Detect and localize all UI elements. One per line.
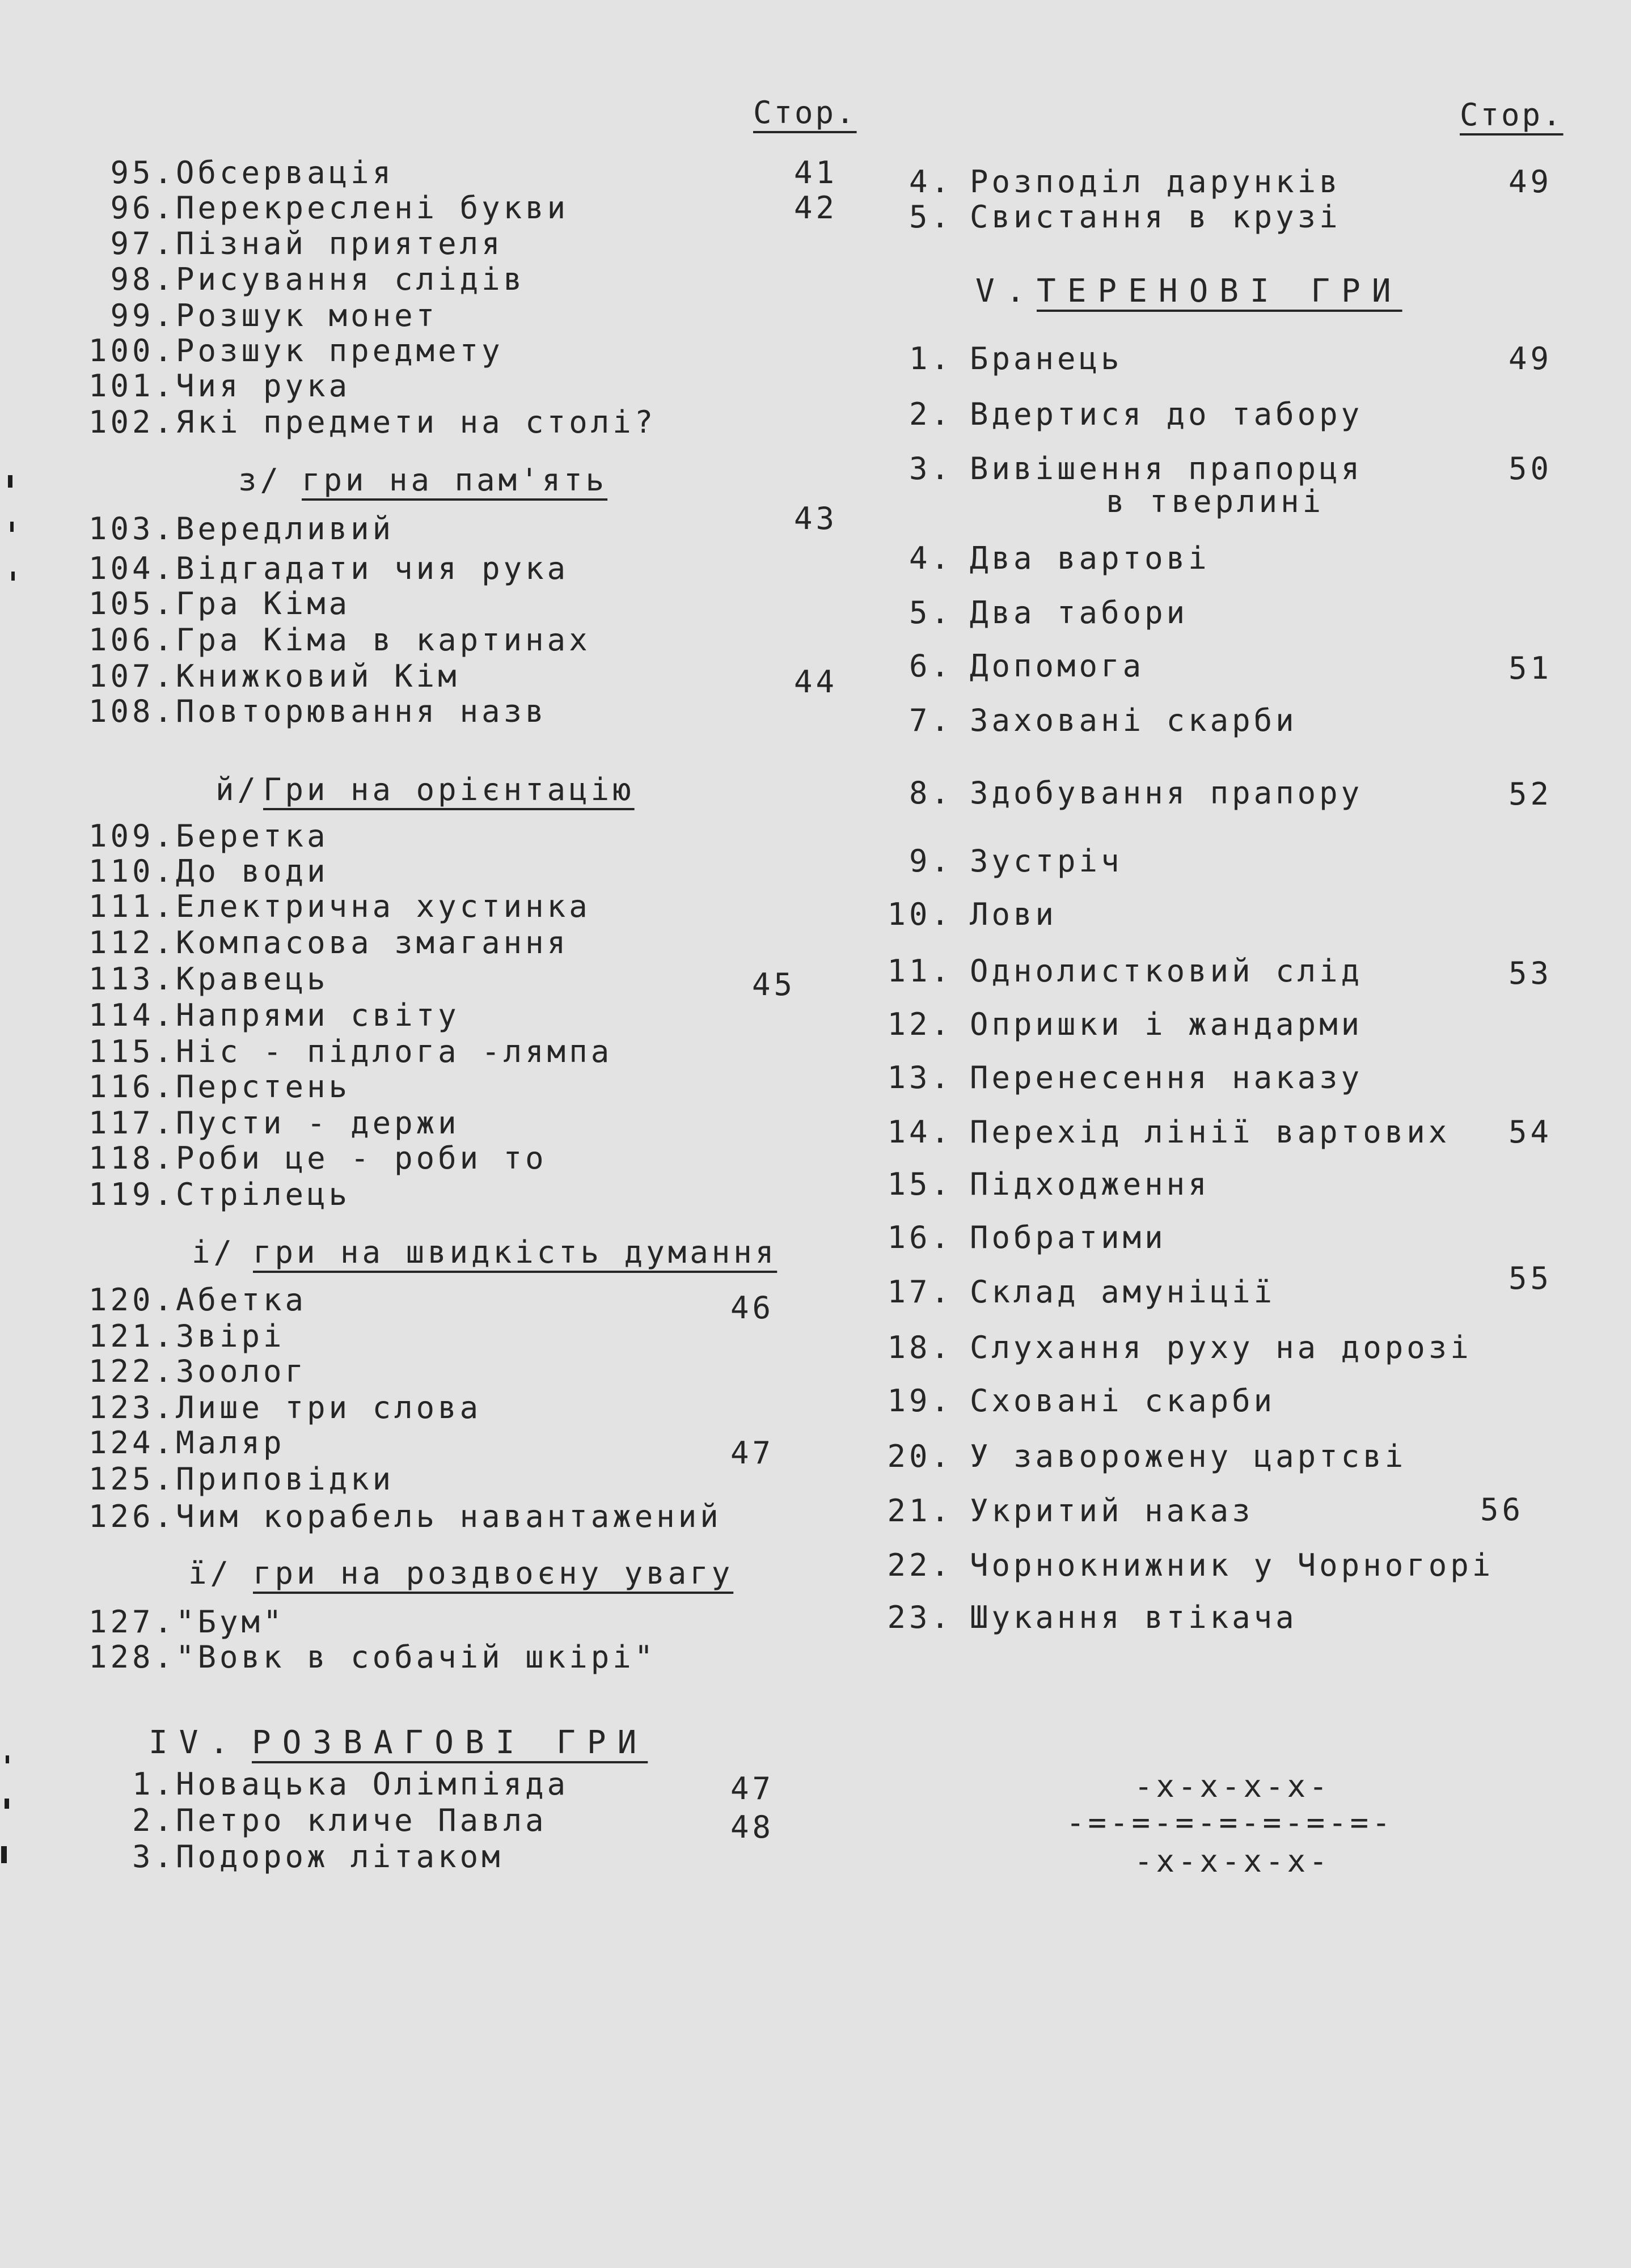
entry-title: "Бум" bbox=[176, 1604, 285, 1640]
entry-title: Розподіл дарунків bbox=[970, 164, 1341, 200]
entry-number: 107. bbox=[88, 658, 176, 694]
entry-page-number: 48 bbox=[730, 1809, 775, 1845]
entry-page-number: 45 bbox=[752, 967, 796, 1002]
entry-number: 104. bbox=[88, 551, 176, 586]
entry-number: 10. bbox=[887, 896, 953, 932]
entry-title: "Вовк в собачій шкірі" bbox=[176, 1639, 657, 1675]
entry-title: Перехід лінії вартових bbox=[970, 1114, 1451, 1150]
section-number: V. bbox=[975, 273, 1037, 310]
entry-page-number: 53 bbox=[1509, 955, 1553, 991]
entry-title: Сховані скарби bbox=[970, 1383, 1276, 1419]
entry-number: 122. bbox=[88, 1353, 176, 1389]
entry-number: 120. bbox=[88, 1282, 176, 1318]
entry-title: Заховані скарби bbox=[970, 703, 1298, 738]
entry-title: Бранець bbox=[970, 341, 1123, 376]
entry-title: Чия рука bbox=[176, 368, 351, 404]
entry-number: 101. bbox=[88, 368, 176, 404]
entry-title: Два вартові bbox=[970, 540, 1210, 576]
entry-number: 1. bbox=[909, 341, 953, 376]
entry-page-number: 46 bbox=[730, 1290, 775, 1326]
entry-title: Новацька Олімпіяда bbox=[176, 1766, 569, 1802]
entry-title-continuation: в тверлині bbox=[1106, 484, 1325, 519]
entry-title: Перекреслені букви bbox=[176, 190, 569, 226]
entry-number: 20. bbox=[887, 1438, 953, 1474]
ornament-line: -x-x-x-x- bbox=[1134, 1843, 1331, 1879]
entry-page-number: 47 bbox=[730, 1435, 775, 1471]
entry-page-number: 44 bbox=[794, 664, 838, 700]
entry-title: Стрілець bbox=[176, 1177, 351, 1212]
entry-title: Розшук монет bbox=[176, 298, 438, 333]
subsection-prefix: ї/ bbox=[188, 1555, 233, 1591]
entry-title: Гра Кіма в картинах bbox=[176, 622, 591, 658]
entry-number: 112. bbox=[88, 925, 176, 960]
entry-page-number: 54 bbox=[1509, 1114, 1553, 1150]
entry-number: 3. bbox=[132, 1839, 176, 1875]
entry-title: Підходження bbox=[970, 1166, 1210, 1202]
entry-number: 7. bbox=[909, 703, 953, 738]
subsection-prefix: з/ bbox=[238, 462, 282, 498]
entry-number: 117. bbox=[88, 1105, 176, 1141]
entry-title: Розшук предмету bbox=[176, 333, 504, 369]
entry-number: 121. bbox=[88, 1318, 176, 1354]
entry-title: Книжковий Кім bbox=[176, 658, 460, 694]
binder-mark bbox=[5, 1799, 9, 1809]
entry-page-number: 51 bbox=[1509, 650, 1553, 686]
entry-number: 127. bbox=[88, 1604, 176, 1640]
entry-title: Свистання в крузі bbox=[970, 199, 1341, 235]
entry-number: 116. bbox=[88, 1069, 176, 1105]
entry-page-number: 42 bbox=[794, 190, 838, 226]
entry-number: 1. bbox=[132, 1766, 176, 1802]
entry-title: Петро кличе Павла bbox=[176, 1802, 547, 1838]
entry-number: 106. bbox=[88, 622, 176, 658]
subsection-prefix: і/ bbox=[192, 1234, 236, 1270]
entry-page-number: 49 bbox=[1509, 164, 1553, 200]
entry-title: Звірі bbox=[176, 1318, 285, 1354]
entry-number: 118. bbox=[88, 1140, 176, 1176]
entry-number: 15. bbox=[887, 1166, 953, 1202]
binder-mark bbox=[10, 522, 14, 532]
entry-number: 125. bbox=[88, 1461, 176, 1497]
binder-mark bbox=[1, 1846, 7, 1863]
entry-page-number: 56 bbox=[1480, 1492, 1524, 1527]
entry-number: 17. bbox=[887, 1274, 953, 1310]
entry-number: 115. bbox=[88, 1034, 176, 1069]
entry-number: 98. bbox=[110, 261, 176, 297]
entry-title: Склад амуніції bbox=[970, 1274, 1276, 1310]
ornament-line: -x-x-x-x- bbox=[1134, 1768, 1331, 1804]
entry-page-number: 41 bbox=[794, 155, 838, 191]
entry-title: Пізнай приятеля bbox=[176, 226, 504, 261]
entry-title: Відгадати чия рука bbox=[176, 551, 569, 586]
entry-number: 96. bbox=[110, 190, 176, 226]
entry-number: 8. bbox=[909, 775, 953, 811]
entry-title: Вередливий bbox=[176, 511, 395, 547]
entry-title: Які предмети на столі? bbox=[176, 404, 657, 440]
entry-number: 12. bbox=[887, 1006, 953, 1042]
entry-title: Побратими bbox=[970, 1220, 1167, 1255]
entry-title: Лови bbox=[970, 896, 1058, 932]
entry-title: Два табори bbox=[970, 595, 1189, 631]
subsection-heading: гри на пам'ять bbox=[302, 462, 608, 498]
ornament-line: -=-=-=-=-=-=-=- bbox=[1066, 1805, 1394, 1840]
entry-title: Повторювання назв bbox=[176, 693, 547, 729]
entry-title: Рисування слідів bbox=[176, 261, 526, 297]
entry-title: Вивішення прапорця bbox=[970, 451, 1363, 486]
entry-number: 102. bbox=[88, 404, 176, 440]
entry-title: Перстень bbox=[176, 1069, 351, 1105]
entry-title: Гра Кіма bbox=[176, 586, 351, 621]
entry-title: Роби це - роби то bbox=[176, 1140, 547, 1176]
entry-number: 21. bbox=[887, 1493, 953, 1529]
entry-number: 14. bbox=[887, 1114, 953, 1150]
entry-number: 124. bbox=[88, 1425, 176, 1461]
page-column-label-left: Стор. bbox=[753, 95, 857, 130]
entry-number: 6. bbox=[909, 648, 953, 684]
entry-page-number: 47 bbox=[730, 1771, 775, 1806]
entry-title: Ніс - підлога -лямпа bbox=[176, 1034, 613, 1069]
entry-number: 2. bbox=[132, 1802, 176, 1838]
entry-number: 123. bbox=[88, 1390, 176, 1425]
entry-title: Приповідки bbox=[176, 1461, 395, 1497]
subsection-heading: Гри на орієнтацію bbox=[263, 772, 635, 807]
entry-number: 119. bbox=[88, 1177, 176, 1212]
entry-title: Абетка bbox=[176, 1282, 307, 1318]
subsection-prefix: й/ bbox=[216, 772, 260, 807]
entry-title: Вдертися до табору bbox=[970, 396, 1363, 432]
entry-title: Подорож літаком bbox=[176, 1839, 504, 1875]
entry-title: Однолистковий слід bbox=[970, 953, 1363, 989]
entry-title: Допомога bbox=[970, 648, 1145, 684]
entry-page-number: 50 bbox=[1509, 451, 1553, 486]
entry-title: До води bbox=[176, 853, 329, 889]
entry-number: 11. bbox=[887, 953, 953, 989]
entry-number: 113. bbox=[88, 961, 176, 997]
entry-page-number: 43 bbox=[794, 501, 838, 536]
entry-number: 126. bbox=[88, 1499, 176, 1534]
entry-page-number: 49 bbox=[1509, 341, 1553, 376]
entry-title: Зустріч bbox=[970, 843, 1123, 879]
entry-number: 100. bbox=[88, 333, 176, 369]
entry-title: Укритий наказ bbox=[970, 1493, 1254, 1529]
entry-title: Лише три слова bbox=[176, 1390, 482, 1425]
entry-number: 4. bbox=[909, 164, 953, 200]
entry-title: Зоолог bbox=[176, 1353, 307, 1389]
entry-title: Опришки і жандарми bbox=[970, 1006, 1363, 1042]
entry-title: Напрями світу bbox=[176, 997, 460, 1033]
subsection-heading: гри на швидкість думання bbox=[253, 1234, 778, 1270]
entry-number: 105. bbox=[88, 586, 176, 621]
entry-number: 4. bbox=[909, 540, 953, 576]
binder-mark bbox=[11, 572, 15, 581]
entry-number: 16. bbox=[887, 1220, 953, 1255]
entry-title: Маляр bbox=[176, 1425, 285, 1461]
entry-number: 109. bbox=[88, 818, 176, 854]
entry-number: 9. bbox=[909, 843, 953, 879]
section-number: IV. bbox=[149, 1724, 240, 1761]
entry-title: Слухання руху на дорозі bbox=[970, 1330, 1472, 1365]
entry-number: 23. bbox=[887, 1600, 953, 1635]
subsection-heading: гри на роздвоєну увагу bbox=[253, 1555, 734, 1591]
entry-number: 18. bbox=[887, 1330, 953, 1365]
entry-title: Беретка bbox=[176, 818, 329, 854]
entry-number: 114. bbox=[88, 997, 176, 1033]
entry-number: 128. bbox=[88, 1639, 176, 1675]
entry-page-number: 55 bbox=[1509, 1260, 1553, 1296]
entry-number: 5. bbox=[909, 199, 953, 235]
entry-title: Обсервація bbox=[176, 155, 395, 191]
entry-title: Кравець bbox=[176, 961, 329, 997]
entry-title: Здобування прапору bbox=[970, 775, 1363, 811]
entry-number: 2. bbox=[909, 396, 953, 432]
entry-number: 110. bbox=[88, 853, 176, 889]
binder-mark bbox=[6, 1755, 9, 1763]
entry-number: 3. bbox=[909, 451, 953, 486]
entry-title: У заворожену цартсві bbox=[970, 1438, 1407, 1474]
page-column-label-right: Стор. bbox=[1460, 97, 1564, 133]
entry-number: 99. bbox=[110, 298, 176, 333]
entry-number: 19. bbox=[887, 1383, 953, 1419]
entry-title: Перенесення наказу bbox=[970, 1060, 1363, 1095]
entry-page-number: 52 bbox=[1509, 776, 1553, 812]
section-heading: ТЕРЕНОВІ ГРИ bbox=[1037, 273, 1402, 310]
binder-mark bbox=[8, 475, 12, 488]
entry-number: 13. bbox=[887, 1060, 953, 1095]
entry-title: Чорнокнижник у Чорногорі bbox=[970, 1547, 1494, 1583]
entry-number: 22. bbox=[887, 1547, 953, 1583]
entry-title: Пусти - держи bbox=[176, 1105, 460, 1141]
section-heading: РОЗВАГОВІ ГРИ bbox=[252, 1724, 648, 1761]
entry-number: 103. bbox=[88, 511, 176, 547]
entry-title: Шукання втікача bbox=[970, 1600, 1298, 1635]
entry-number: 5. bbox=[909, 595, 953, 631]
entry-title: Чим корабель навантажений bbox=[176, 1499, 722, 1534]
entry-number: 97. bbox=[110, 226, 176, 261]
entry-number: 108. bbox=[88, 693, 176, 729]
entry-number: 95. bbox=[110, 155, 176, 191]
entry-number: 111. bbox=[88, 888, 176, 924]
entry-title: Електрична хустинка bbox=[176, 888, 591, 924]
entry-title: Компасова змагання bbox=[176, 925, 569, 960]
